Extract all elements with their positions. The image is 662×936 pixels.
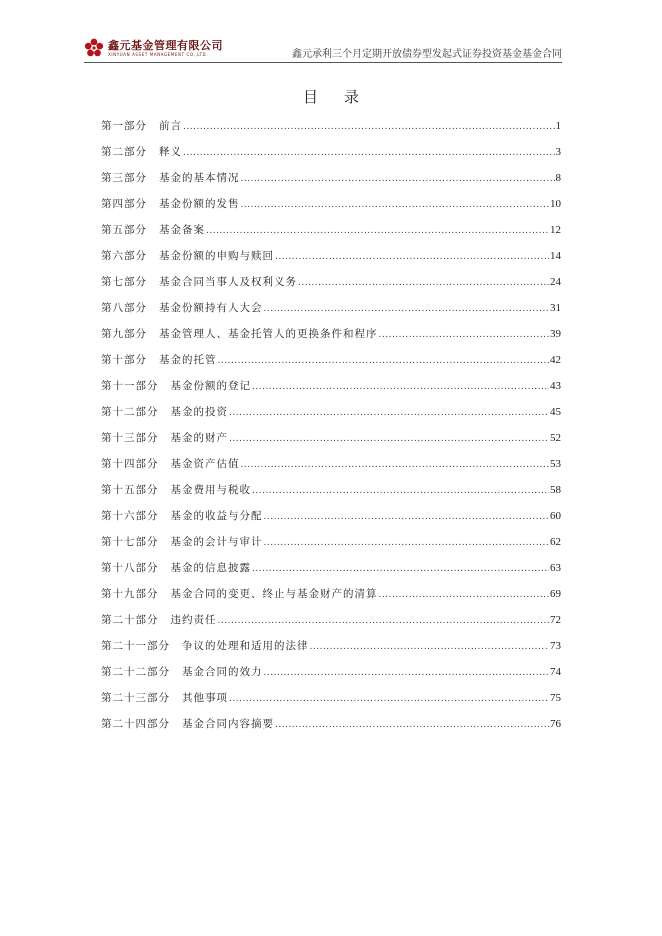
toc-part-number: 第二十三部分 bbox=[101, 692, 170, 704]
toc-part-number: 第十六部分 bbox=[101, 510, 159, 522]
dot-leader bbox=[229, 694, 549, 704]
toc-entry-title: 基金合同当事人及权利义务 bbox=[159, 276, 297, 288]
toc-entry-title: 基金的基本情况 bbox=[159, 172, 240, 184]
toc-entry-title: 基金的信息披露 bbox=[170, 562, 251, 574]
toc-entry[interactable] bbox=[101, 560, 561, 586]
toc-part-number: 第十七部分 bbox=[101, 536, 159, 548]
toc-part-number: 第十部分 bbox=[101, 354, 147, 366]
toc-page-number: 58 bbox=[550, 484, 561, 496]
toc-entry-title: 基金的投资 bbox=[170, 406, 228, 418]
toc-part-number: 第四部分 bbox=[101, 198, 147, 210]
toc-page-number: 62 bbox=[550, 536, 561, 548]
toc-part-number: 第二十部分 bbox=[101, 614, 159, 626]
toc-part-number: 第六部分 bbox=[101, 250, 147, 262]
dot-leader bbox=[183, 148, 555, 158]
toc-entry-title: 前言 bbox=[159, 120, 182, 132]
dot-leader bbox=[229, 408, 549, 418]
toc-entry[interactable] bbox=[101, 378, 561, 404]
toc-part-number: 第二十一部分 bbox=[101, 640, 170, 652]
toc-entry-title: 释义 bbox=[159, 146, 182, 158]
dot-leader bbox=[241, 460, 550, 470]
toc-entry-title: 基金的财产 bbox=[170, 432, 228, 444]
toc-page-number: 14 bbox=[550, 250, 561, 262]
toc-page-number: 39 bbox=[550, 328, 561, 340]
toc-page-number: 73 bbox=[550, 640, 561, 652]
toc-entry-title: 基金管理人、基金托管人的更换条件和程序 bbox=[159, 328, 378, 340]
document-title: 鑫元承利三个月定期开放债券型发起式证券投资基金基金合同 bbox=[292, 49, 562, 60]
toc-entry-title: 基金份额持有人大会 bbox=[159, 302, 263, 314]
toc-part-number: 第十一部分 bbox=[101, 380, 159, 392]
toc-part-number: 第一部分 bbox=[101, 120, 147, 132]
toc-entry[interactable] bbox=[101, 664, 561, 690]
toc-page-number: 31 bbox=[550, 302, 561, 314]
toc-entry[interactable] bbox=[101, 612, 561, 638]
toc-page-number: 72 bbox=[550, 614, 561, 626]
dot-leader bbox=[183, 122, 555, 132]
dot-leader bbox=[252, 382, 549, 392]
dot-leader bbox=[379, 590, 550, 600]
toc-entry-title: 争议的处理和适用的法律 bbox=[182, 640, 309, 652]
dot-leader bbox=[264, 304, 550, 314]
toc-entry[interactable] bbox=[101, 326, 561, 352]
toc-page-number: 3 bbox=[555, 146, 561, 158]
dot-leader bbox=[275, 252, 549, 262]
toc-part-number: 第十四部分 bbox=[101, 458, 159, 470]
toc-page-number: 24 bbox=[550, 276, 561, 288]
toc-entry-title: 基金费用与税收 bbox=[170, 484, 251, 496]
dot-leader bbox=[252, 486, 549, 496]
toc-entry[interactable] bbox=[101, 404, 561, 430]
dot-leader bbox=[298, 278, 549, 288]
toc-entry[interactable] bbox=[101, 274, 561, 300]
toc-entry-title: 违约责任 bbox=[170, 614, 217, 626]
toc-part-number: 第二十四部分 bbox=[101, 718, 170, 730]
toc-part-number: 第八部分 bbox=[101, 302, 147, 314]
toc-page-number: 8 bbox=[555, 172, 561, 184]
toc-entry-title: 基金合同的变更、终止与基金财产的清算 bbox=[170, 588, 378, 600]
toc-page-number: 12 bbox=[550, 224, 561, 236]
dot-leader bbox=[252, 564, 549, 574]
logo-chinese-name: 鑫元基金管理有限公司 bbox=[108, 38, 223, 52]
dot-leader bbox=[264, 668, 550, 678]
toc-part-number: 第二十二部分 bbox=[101, 666, 170, 678]
page-header bbox=[84, 36, 562, 63]
dot-leader bbox=[264, 512, 550, 522]
table-of-contents bbox=[101, 118, 561, 742]
toc-entry[interactable] bbox=[101, 482, 561, 508]
toc-page-number: 43 bbox=[550, 380, 561, 392]
toc-part-number: 第十三部分 bbox=[101, 432, 159, 444]
toc-page-number: 63 bbox=[550, 562, 561, 574]
toc-entry[interactable] bbox=[101, 300, 561, 326]
toc-part-number: 第九部分 bbox=[101, 328, 147, 340]
toc-page-number: 42 bbox=[550, 354, 561, 366]
flower-logo-icon bbox=[84, 38, 104, 58]
dot-leader bbox=[275, 720, 549, 730]
toc-part-number: 第十九部分 bbox=[101, 588, 159, 600]
logo-english-name: XINYUAN ASSET MANAGEMENT CO.,LTD. bbox=[108, 51, 209, 57]
dot-leader bbox=[379, 330, 550, 340]
toc-entry[interactable] bbox=[101, 638, 561, 664]
toc-entry-title: 基金合同的效力 bbox=[182, 666, 263, 678]
toc-entry[interactable] bbox=[101, 222, 561, 248]
toc-part-number: 第十八部分 bbox=[101, 562, 159, 574]
dot-leader bbox=[264, 538, 550, 548]
toc-entry-title: 基金份额的登记 bbox=[170, 380, 251, 392]
toc-page-number: 76 bbox=[550, 718, 561, 730]
toc-entry-title: 基金合同内容摘要 bbox=[182, 718, 274, 730]
dot-leader bbox=[241, 200, 550, 210]
dot-leader bbox=[310, 642, 550, 652]
toc-page-number: 53 bbox=[550, 458, 561, 470]
toc-entry[interactable] bbox=[101, 508, 561, 534]
toc-page-number: 52 bbox=[550, 432, 561, 444]
toc-entry-title: 基金份额的发售 bbox=[159, 198, 240, 210]
toc-entry[interactable] bbox=[101, 196, 561, 222]
toc-page-number: 10 bbox=[550, 198, 561, 210]
toc-entry[interactable] bbox=[101, 690, 561, 716]
toc-entry-title: 基金份额的申购与赎回 bbox=[159, 250, 274, 262]
toc-entry-title: 基金备案 bbox=[159, 224, 205, 236]
toc-page-number: 69 bbox=[550, 588, 561, 600]
toc-heading: 目录 bbox=[302, 88, 385, 106]
toc-entry-title: 基金的会计与审计 bbox=[170, 536, 263, 548]
toc-entry[interactable] bbox=[101, 456, 561, 482]
toc-entry-title: 其他事项 bbox=[182, 692, 228, 704]
toc-part-number: 第七部分 bbox=[101, 276, 147, 288]
toc-part-number: 第二部分 bbox=[101, 146, 147, 158]
dot-leader bbox=[218, 356, 550, 366]
toc-part-number: 第五部分 bbox=[101, 224, 147, 236]
toc-entry[interactable] bbox=[101, 118, 561, 144]
dot-leader bbox=[229, 434, 549, 444]
toc-entry-title: 基金的收益与分配 bbox=[170, 510, 263, 522]
toc-entry-title: 基金资产估值 bbox=[170, 458, 240, 470]
toc-entry[interactable] bbox=[101, 144, 561, 170]
toc-entry[interactable] bbox=[101, 248, 561, 274]
company-logo bbox=[84, 36, 223, 60]
toc-entry[interactable] bbox=[101, 534, 561, 560]
toc-part-number: 第三部分 bbox=[101, 172, 147, 184]
toc-entry[interactable] bbox=[101, 170, 561, 196]
toc-part-number: 第十五部分 bbox=[101, 484, 159, 496]
toc-page-number: 60 bbox=[550, 510, 561, 522]
dot-leader bbox=[218, 616, 550, 626]
toc-entry[interactable] bbox=[101, 430, 561, 456]
toc-page-number: 75 bbox=[550, 692, 561, 704]
toc-entry[interactable] bbox=[101, 586, 561, 612]
toc-entry[interactable] bbox=[101, 716, 561, 742]
toc-page-number: 1 bbox=[555, 120, 561, 132]
toc-page-number: 74 bbox=[550, 666, 561, 678]
dot-leader bbox=[206, 226, 549, 236]
toc-entry[interactable] bbox=[101, 352, 561, 378]
toc-entry-title: 基金的托管 bbox=[159, 354, 217, 366]
dot-leader bbox=[241, 174, 555, 184]
toc-part-number: 第十二部分 bbox=[101, 406, 159, 418]
toc-page-number: 45 bbox=[550, 406, 561, 418]
